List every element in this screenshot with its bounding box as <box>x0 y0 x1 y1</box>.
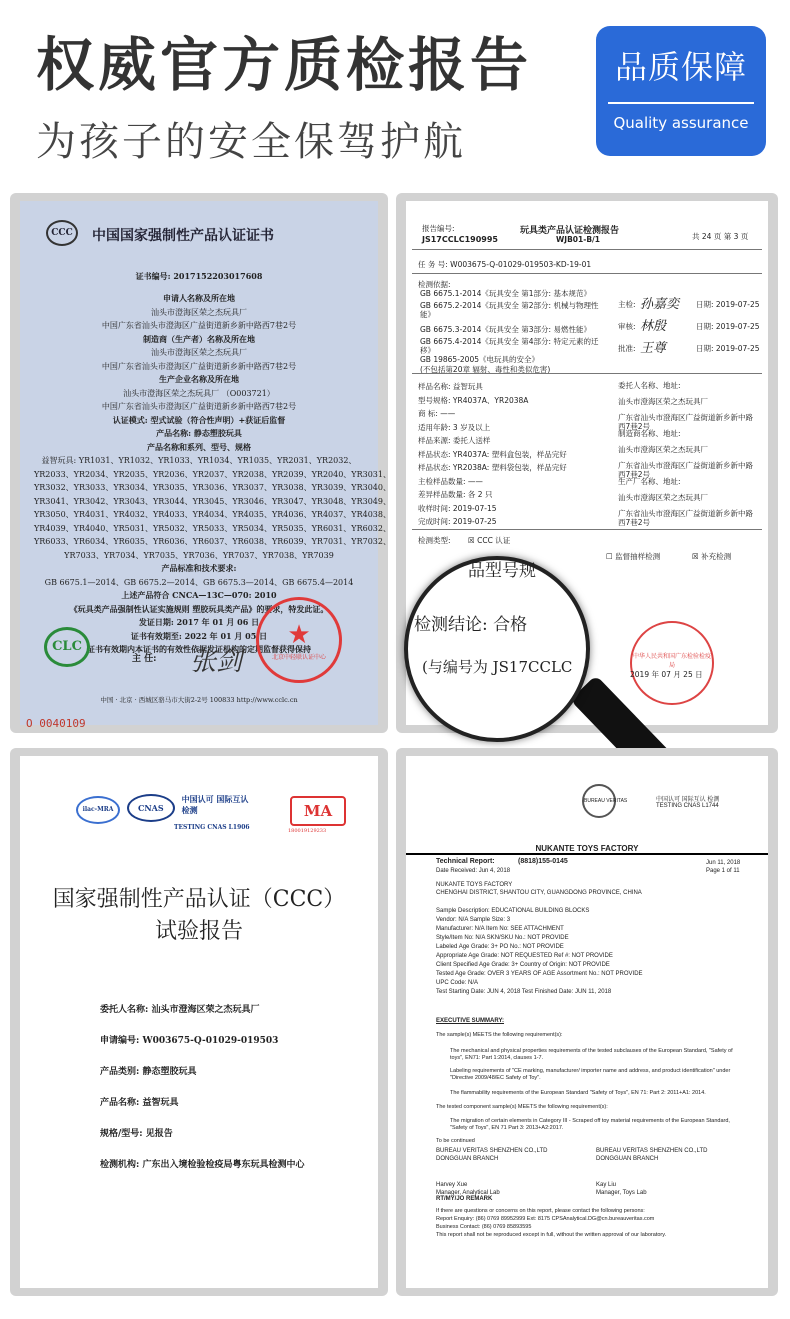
cnas-logo: CNAS <box>127 794 175 822</box>
cert-line: 中国广东省汕头市澄海区广益街道新乡新中路西7巷2号 <box>101 402 297 411</box>
cert-line: 汕头市澄海区荣之杰玩具厂 <box>151 348 247 357</box>
sample-field: 样品来源: 委托人送样 <box>418 436 491 445</box>
sample-field: 差异样品数量: 各 2 只 <box>418 490 493 499</box>
cert-line: 证书有效期内本证书的有效性依据发证机构的定期监督获得保持 <box>87 644 311 654</box>
report-title: 玩具类产品认证检测报告 <box>520 226 620 236</box>
report-page: Page 1 of 11 <box>706 868 740 874</box>
standard-item: (不包括第20章 辐射、毒性和类似危害) <box>420 365 551 374</box>
report-field: 委托人名称: 汕头市澄海区荣之杰玩具厂 <box>100 1005 260 1015</box>
standard-item: GB 6675.1-2014《玩具安全 第1部分: 基本规范》 <box>420 289 591 298</box>
summary-item: Labeling requirements of "CE marking, manufacturer/ importer name and address, and product identification" under "Directive 2009/48/EC Safety of Toy". <box>450 1068 731 1081</box>
client-field: 委托人名称、地址: <box>618 381 681 390</box>
cert-line: 产品名称和系列、型号、规格 <box>147 441 251 452</box>
cert-line: 中国广东省汕头市澄海区广益街道新乡新中路西7巷2号 <box>101 361 297 371</box>
ccc-test-report <box>20 756 378 1288</box>
sample-field: 商 标: —— <box>418 409 456 418</box>
sign-name: 王尊 <box>640 341 667 356</box>
director-label: 主 任: <box>132 654 157 664</box>
sign-date: 日期: 2019-07-25 <box>696 300 760 309</box>
cert-line: YR3041、YR3042、YR3043、YR3044、YR3045、YR3046、YR3047、YR3048、YR3049、 <box>34 496 391 506</box>
check-option-ccc: ☒ CCC 认证 <box>468 536 511 545</box>
badge-title: 品质保障 <box>614 48 747 86</box>
report-field: 产品名称: 益智玩具 <box>100 1098 179 1108</box>
client-field: 广东省汕头市澄海区广益街道新乡新中路西7巷2号 <box>618 509 753 527</box>
sample-field: 样品名称: 益智玩具 <box>418 382 483 391</box>
report-label: Technical Report: <box>436 858 495 865</box>
ilac-logo: ilac-MRA <box>76 796 120 824</box>
sample-field: 收样时间: 2019-07-15 <box>418 503 497 513</box>
seal-text: 北京中轻联认证中心 <box>271 654 326 661</box>
page-title: 权威官方质检报告 <box>36 31 533 99</box>
sign-role: 批准: <box>618 344 636 353</box>
sign-role: 审核: <box>618 322 636 331</box>
date-received: Date Received: Jun 4, 2018 <box>436 868 511 874</box>
signer-left: Harvey Xue <box>436 1182 468 1188</box>
applicant: NUKANTE TOYS FACTORY <box>436 882 513 888</box>
task-no: 任 务 号: W003675-Q-01029-019503-KD-19-01 <box>418 260 592 269</box>
magnified-conclusion: 检测结论: 合格 <box>414 615 528 635</box>
org-label: 中国认可 国际互认 检测 <box>181 794 249 815</box>
cert-serial: O 0040109 <box>26 717 86 730</box>
sample-field: 主检样品数量: —— <box>418 476 483 486</box>
client-field: 广东省汕头市澄海区广益街道新乡新中路西7巷2号 <box>618 413 753 431</box>
standard-item: GB 6675.2-2014《玩具安全 第2部分: 机械与物理性能》 <box>420 301 599 319</box>
check-option-supervision: ☐ 监督抽样检测 <box>606 552 661 561</box>
client-field: 汕头市澄海区荣之杰玩具厂 <box>618 397 708 406</box>
cert-line: YR2033、YR2034、YR2035、YR2036、YR2037、YR2038、YR2039、YR2040、YR3031、 <box>34 469 391 479</box>
quality-badge <box>596 26 766 156</box>
report-no: JS17CCLC190995 <box>422 235 498 244</box>
badge-divider <box>608 102 754 104</box>
standard-item: GB 6675.4-2014《玩具安全 第4部分: 特定元素的迁移》 <box>420 337 599 355</box>
report-field: 申请编号: W003675-Q-01029-019503 <box>100 1036 279 1046</box>
cert-line: 证书有效期至: 2022 年 01 月 05 日 <box>130 630 268 641</box>
cert-line: YR4039、YR4040、YR5031、YR5032、YR5033、YR5034、YR5035、YR6031、YR6032、 <box>34 523 391 533</box>
sample-field: 样品状态: YR2038A: 塑料袋包装，样品完好 <box>418 463 567 472</box>
signer-right: DONGGUAN BRANCH <box>596 1156 659 1162</box>
applicant-address: CHENGHAI DISTRICT, SHANTOU CITY, GUANGDONG PROVINCE, CHINA <box>436 890 642 896</box>
client-field: 汕头市澄海区荣之杰玩具厂 <box>618 445 708 454</box>
bv-technical-report <box>406 756 768 1288</box>
report-cover-subtitle: 试验报告 <box>154 919 243 944</box>
cert-line: 中国广东省汕头市澄海区广益街道新乡新中路西7巷2号 <box>101 321 297 330</box>
sign-date: 日期: 2019-07-25 <box>696 322 760 331</box>
cert-line: 汕头市澄海区荣之杰玩具厂 （O003721） <box>123 388 275 398</box>
remark-title: RT/MY/JO REMARK <box>436 1196 493 1202</box>
standard-item: GB 19865-2005《电玩具的安全》 <box>420 355 539 364</box>
signer-right: BUREAU VERITAS SHENZHEN CO.,LTD <box>596 1148 708 1154</box>
cert-line: 产品标准和技术要求: <box>161 563 237 573</box>
remark-line: This report shall not be reproduced except in full, without the written approval of our laboratory. <box>436 1232 667 1238</box>
sample-field: 样品状态: YR4037A: 塑料盒包装，样品完好 <box>418 449 567 459</box>
report-number: (8818)155-0145 <box>518 858 568 865</box>
divider <box>412 273 762 274</box>
magnified-reference: (与编号为 JS17CCLC <box>422 658 573 676</box>
sample-field: 完成时间: 2019-07-25 <box>418 517 497 526</box>
cert-line: 认证模式: 型式试验（符合性声明）+获证后监督 <box>112 414 286 425</box>
sample-field: 型号规格: YR4037A、YR2038A <box>418 395 529 405</box>
detail-row: Test Starting Date: JUN 4, 2018 Test Finished Date: JUN 11, 2018 <box>436 989 612 995</box>
report-pages: 共 24 页 第 3 页 <box>692 232 749 241</box>
client-field: 广东省汕头市澄海区广益街道新乡新中路西7巷2号 <box>618 461 753 479</box>
cert-line: YR6033、YR6034、YR6035、YR6036、YR6037、YR6038、YR6039、YR7031、YR7032、 <box>34 537 391 546</box>
cert-line: 制造商（生产者）名称及所在地 <box>143 333 255 344</box>
detail-row: Client Specified Age Grade: 3+ Country of Origin: NOT PROVIDE <box>436 962 610 968</box>
certification-seal <box>256 597 342 683</box>
director-signature: 张剑 <box>190 647 243 677</box>
signer-left: Manager, Analytical Lab <box>436 1190 500 1196</box>
summary-item: The sample(s) MEETS the following requirement(s): <box>436 1032 563 1038</box>
accreditation-logos <box>76 794 252 831</box>
detail-row: UPC Code: N/A <box>436 980 479 986</box>
stamp-date: 2019 年 07 月 25 日 <box>630 670 703 679</box>
cert-footer: 中国 · 北京 · 西城区骆马市大街2-2号 100833 http://www.cclc.cn <box>100 696 298 704</box>
page-subtitle: 为孩子的安全保驾护航 <box>36 119 466 165</box>
cert-line: GB 6675.1—2014、GB 6675.2—2014、GB 6675.3—2014、GB 6675.4—2014 <box>44 577 354 587</box>
detail-row: Vendor: N/A Sample Size: 3 <box>436 917 511 923</box>
cert-line: 产品名称: 静态塑胶玩具 <box>156 428 242 438</box>
report-field: 检测机构: 广东出入境检验检疫局粤东玩具检测中心 <box>100 1160 305 1170</box>
divider <box>412 249 762 250</box>
ccc-report-panel <box>10 748 388 1296</box>
detail-row: Labeled Age Grade: 3+ PO No.: NOT PROVIDE <box>436 944 564 950</box>
detail-row: Style/Item No: N/A SKN/SKU No.: NOT PROVIDE <box>436 935 569 941</box>
detail-row: Sample Description: EDUCATIONAL BUILDING BLOCKS <box>436 908 590 914</box>
sign-name: 林殷 <box>640 319 667 334</box>
bv-report-panel <box>396 748 778 1296</box>
summary-item: To be continued <box>436 1138 475 1144</box>
factory-name: NUKANTE TOYS FACTORY <box>406 844 768 855</box>
summary-title: EXECUTIVE SUMMARY: <box>436 1018 505 1024</box>
testing-label: TESTING CNAS L1906 <box>174 824 250 831</box>
remark-line: Report Enquiry: (86) 0769 89952999 Ext: 8175 CPSAnalytical.DG@cn.bureauveritas.com <box>436 1216 655 1222</box>
detail-row: Manufacturer: N/A Item No: SEE ATTACHMENT <box>436 926 564 932</box>
ma-logo: MA <box>290 796 346 826</box>
summary-item: The flammability requirements of the European Standard "Safety of Toys", EN 71: Part 2: 2011+A1: 2014. <box>450 1090 706 1096</box>
cert-number: 证书编号: 2017152203017608 <box>135 271 263 281</box>
badge-subtitle: Quality assurance <box>613 114 749 132</box>
seal-star-icon: ★ <box>287 620 311 650</box>
magnifier <box>404 556 590 742</box>
cert-line: YR3050、YR4031、YR4032、YR4033、YR4034、YR4035、YR4036、YR4037、YR4038、 <box>34 510 391 519</box>
report-code: WJB01-B/1 <box>556 235 601 244</box>
report-date: Jun 11, 2018 <box>706 860 741 866</box>
cert-line: YR3032、YR3033、YR3034、YR3035、YR3036、YR3037、YR3038、YR3039、YR3040、 <box>34 483 391 492</box>
divider <box>412 529 762 530</box>
summary-item: The tested component sample(s) MEETS the following requirement(s): <box>436 1104 608 1110</box>
cert-line: 生产企业名称及所在地 <box>159 374 239 384</box>
inspection-stamp: 中华人民共和国广东检验检疫局 <box>630 621 714 705</box>
report-field: 产品类别: 静态塑胶玩具 <box>100 1067 197 1077</box>
magnified-model: 品型号规 <box>468 561 536 581</box>
divider <box>412 373 762 374</box>
cert-line: 汕头市澄海区荣之杰玩具厂 <box>151 307 247 317</box>
ccc-certificate <box>20 201 391 730</box>
clc-logo: CLC <box>44 627 90 667</box>
signer-left: BUREAU VERITAS SHENZHEN CO.,LTD <box>436 1148 548 1154</box>
report-field: 规格/型号: 见报告 <box>100 1129 173 1139</box>
detail-row: Appropriate Age Grade: NOT REQUESTED Ref #: NOT PROVIDE <box>436 953 613 959</box>
report-no-label: 报告编号: <box>422 224 455 233</box>
report-cover-title: 国家强制性产品认证（CCC） <box>52 887 346 912</box>
client-field: 制造商名称、地址: <box>618 429 681 438</box>
cert-line: 益智玩具: YR1031、YR1032、YR1033、YR1034、YR1035、YR2031、YR2032、 <box>41 456 357 465</box>
sign-name: 孙嘉奕 <box>640 297 680 312</box>
cert-line: 上述产品符合 CNCA—13C—070: 2010 <box>121 590 277 600</box>
sign-role: 主检: <box>618 300 636 309</box>
sample-field: 适用年龄: 3 岁及以上 <box>418 422 491 432</box>
basis-label: 检测依据: <box>418 280 451 289</box>
signer-right: Kay Liu <box>596 1182 617 1188</box>
ccc-logo-icon: CCC <box>46 220 78 246</box>
summary-item: The migration of certain elements in Category III - Scraped off toy material requirements of the European Standard, "Safety of Toys", EN 71 Part 3: 2013+A2:2017. <box>450 1118 730 1131</box>
client-field: 生产厂名称、地址: <box>618 477 681 486</box>
ma-number: 180019129233 <box>288 828 327 834</box>
cert-line: 《玩具类产品强制性认证实施规则 塑胶玩具类产品》的要求，特发此证。 <box>69 603 329 614</box>
certificate-title: CCC 中国国家强制性产品认证证书 <box>46 225 274 245</box>
cert-line: 发证日期: 2017 年 01 月 06 日 <box>138 617 260 627</box>
bv-org: 中国认可 国际互认 检测 TESTING CNAS L1744 <box>656 797 720 809</box>
certificate-panel <box>10 193 391 733</box>
bv-logo: BUREAU VERITAS <box>582 784 616 818</box>
sign-date: 日期: 2019-07-25 <box>696 344 760 353</box>
standard-item: GB 6675.3-2014《玩具安全 第3部分: 易燃性能》 <box>420 325 591 334</box>
check-type-label: 检测类型: <box>418 536 451 545</box>
remark-line: If there are questions or concerns on this report, please contact the following persons: <box>436 1208 645 1214</box>
cert-line: 申请人名称及所在地 <box>163 293 235 303</box>
detail-row: Tested Age Grade: OVER 3 YEARS OF AGE Assortment No.: NOT PROVIDE <box>436 971 643 977</box>
client-field: 汕头市澄海区荣之杰玩具厂 <box>618 493 708 502</box>
signer-left: DONGGUAN BRANCH <box>436 1156 499 1162</box>
signer-right: Manager, Toys Lab <box>596 1190 647 1196</box>
summary-item: The mechanical and physical properties requirements of the tested subclauses of the European Standard, "Safety of toys", EN71: Part 1:2014, clauses 1-7. <box>450 1048 733 1061</box>
check-option-supplement: ☒ 补充检测 <box>692 552 732 561</box>
cert-line: YR7033、YR7034、YR7035、YR7036、YR7037、YR7038、YR7039 <box>64 550 334 560</box>
remark-line: Business Contact: (86) 0769 85893595 <box>436 1224 532 1230</box>
